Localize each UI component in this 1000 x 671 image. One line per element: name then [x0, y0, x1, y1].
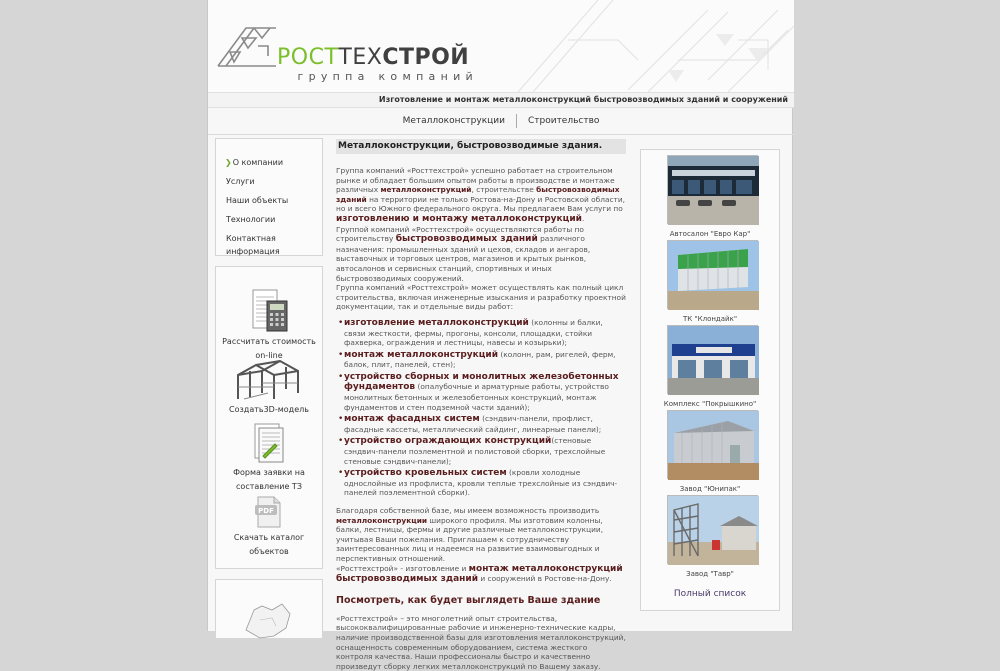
sidebar-item-label: Услуги: [226, 177, 255, 186]
sidebar-item-label: О компании: [232, 158, 284, 167]
list-item-text: (опалубочные и арматурные работы, устройство монолитных бетонных и железобетонных конструкций, монтаж фундаментов и стен подземной части зданий);: [344, 382, 609, 412]
list-item: [338, 372, 626, 412]
production-paragraph: [336, 506, 626, 564]
list-item-text: (сэндвич-панели, профлист, фасадные кассеты, металлический сайдинг, линеарные панели);: [344, 414, 602, 434]
tool-label-2: объектов: [249, 547, 289, 556]
sidebar-tools: [215, 266, 323, 569]
tool-request-form[interactable]: [216, 422, 322, 494]
list-item: [338, 468, 626, 498]
logo-green-part: РОСТ: [277, 45, 339, 70]
logo-wordmark[interactable]: [277, 47, 469, 69]
keyword-link[interactable]: монтаж металлоконструкций быстровозводимых зданий: [336, 563, 623, 585]
text-span: Группа компаний «Росттехстрой» успешно работает на строительном рынке и обладает большим опытом работы в производстве и монтаже различных: [336, 166, 615, 195]
left-sidebar: [215, 138, 323, 639]
sidebar-item-about[interactable]: [216, 156, 322, 175]
construction-paragraph: [336, 225, 626, 284]
car-showroom-image: [668, 156, 759, 225]
logo-bold-part: СТРОЙ: [382, 45, 470, 70]
project-photo-tavr[interactable]: [667, 495, 758, 564]
pdf-icon: [252, 495, 286, 529]
calculator-icon: [249, 287, 289, 333]
list-item-title[interactable]: устройство ограждающих конструкций: [344, 436, 552, 447]
project-photo-pokryshkino[interactable]: [667, 325, 758, 394]
logo-dark-part: ТЕХ: [338, 45, 383, 70]
text-span: «Росттехстрой» - изготовление и: [336, 563, 469, 573]
factory-unipak-image: [668, 411, 759, 480]
list-item: [338, 318, 626, 348]
header-decoration: [478, 0, 794, 92]
keyword-link[interactable]: быстровозводимых зданий: [336, 185, 620, 204]
text-span: Группой компаний «Росттехстрой» осуществляются работы по строительству: [336, 224, 584, 244]
list-item-title[interactable]: устройство сборных и монолитных железобетонных фундаментов: [344, 371, 619, 393]
sidebar-item-services[interactable]: [216, 175, 322, 194]
chevron-right-icon: ❯: [225, 158, 232, 167]
project-caption: Комплекс "Покрышкино": [663, 400, 757, 408]
logo-truss-icon: [216, 24, 278, 68]
frame-3d-icon: [234, 359, 304, 401]
nav-metal-structures[interactable]: Металлоконструкции: [402, 116, 505, 126]
form-document-icon: [249, 422, 289, 464]
keyword-link[interactable]: изготовлению и монтажу металлоконструкций: [336, 213, 582, 224]
project-photo-unipak[interactable]: [667, 410, 758, 479]
tool-label: Рассчитать стоимость: [222, 337, 316, 346]
list-item-title[interactable]: устройство кровельных систем: [344, 468, 507, 479]
list-item-title[interactable]: изготовление металлоконструкций: [344, 317, 529, 328]
top-navigation: [208, 108, 794, 135]
list-item-title[interactable]: монтаж металлоконструкций: [344, 349, 499, 360]
sidebar-item-objects[interactable]: [216, 194, 322, 213]
text-span: на территории не только Ростова-на-Дону и Ростовской области, но и всего Южного федерального округа. Мы предлагаем Вам услуги по: [336, 194, 625, 214]
preview-building-heading[interactable]: Посмотреть, как будет выглядеть Ваше здание: [336, 594, 601, 606]
list-item: [338, 350, 626, 370]
keyword-link[interactable]: металлоконструкции: [336, 515, 428, 525]
tool-calculate-cost[interactable]: [216, 287, 322, 363]
list-item: [338, 414, 626, 434]
text-span: , строительстве: [471, 185, 537, 195]
text-span: различного назначения: промышленных зданий и цехов, складов и ангаров, выставочных и торговых центров, магазинов и крытых рынков, автосалонов и сервисных станций, спортивных и иных быстровозводимых сооружений.: [336, 234, 591, 283]
list-item: [338, 436, 626, 466]
sidebar-item-contacts[interactable]: [216, 232, 322, 256]
text-span: Благодаря собственной базе, мы имеем возможность производить: [336, 506, 600, 515]
project-caption: Завод "Тавр": [686, 570, 734, 578]
site-header: [208, 0, 794, 92]
tool-label: Создать3D-модель: [229, 405, 309, 414]
list-item-text: (колонн, рам, ригелей, ферм, балок, плит, панелей, стен);: [344, 349, 616, 370]
tool-label-2: on-line: [255, 351, 283, 360]
experience-paragraph: «Росттехстрой» – это многолетний опыт строительства, высококвалифицированные рабочие и инженерно-технические кадры, наличие производственной базы для изготовления металлоконструкций, оснащенность современным оборудованием, система жесткого контроля качества. Наши профессионалы быстро и качественно произведут сборку легких металлоконструкций по Вашему заказу.: [336, 613, 626, 671]
right-sidebar: [640, 149, 780, 611]
project-caption: Автосалон "Евро Кар": [669, 230, 751, 238]
tool-label-2: составление ТЗ: [236, 482, 302, 491]
shopping-center-image: [668, 241, 759, 310]
project-photo-evrocar[interactable]: [667, 155, 758, 224]
keyword-link[interactable]: металлоконструкций: [380, 185, 472, 195]
services-list: [336, 318, 626, 498]
list-item-text: (кровли холодные однослойные из профлиста, кровли теплые трехслойные из сэндвич-панелей поэлементной сборки).: [344, 468, 618, 498]
service-station-image: [668, 326, 759, 395]
tool-label: Форма заявки на: [233, 468, 305, 477]
sidebar-item-technologies[interactable]: [216, 213, 322, 232]
project-photo-klondike[interactable]: [667, 240, 758, 309]
summary-paragraph: [336, 564, 626, 585]
tool-create-3d-model[interactable]: [216, 359, 322, 417]
main-content: [336, 139, 626, 671]
projects-gallery: [640, 149, 780, 611]
region-map-box[interactable]: [215, 579, 323, 639]
sidebar-item-label: Технологии: [226, 215, 276, 224]
tool-download-catalog[interactable]: [216, 495, 322, 559]
keyword-link[interactable]: быстровозводимых зданий: [395, 234, 538, 245]
sidebar-item-label: Наши объекты: [226, 196, 289, 205]
header-tagline: Изготовление и монтаж металлоконструкций быстровозводимых зданий и сооружений: [208, 92, 794, 108]
page-title: Металлоконструкции, быстровозводимые здания.: [336, 139, 626, 154]
region-map-icon: [216, 580, 322, 640]
text-span: и сооружений в Ростове-на-Дону.: [478, 574, 612, 584]
page-container: [207, 0, 793, 671]
list-item-text: (стеновые сэндвич-панели поэлементной и полистовой сборки, трехслойные стеновые сэндвич-панели);: [344, 436, 606, 466]
tool-label: Скачать каталог: [233, 533, 305, 542]
project-caption: ТК "Клондайк": [682, 315, 738, 323]
text-span: широкого профиля. Мы изготовим колонны, балки, лестницы, фермы и другие различные металлоконструкции, учитывая Ваши пожелания. Приглашаем к сотрудничеству заинтересованных лиц и надеемся на развитие взаимовыгодных и перспективных отношений.: [336, 515, 604, 563]
logo-subtitle: группа компаний: [297, 70, 478, 83]
full-list-link[interactable]: Полный список: [673, 589, 747, 599]
sidebar-item-label: Контактная информация: [226, 234, 280, 256]
services-intro: Группа компаний «Росттехстрой» может осуществлять как полный цикл строительства, включая инженерные изыскания и разработку проектной документации, так и отдельные виды работ:: [336, 283, 626, 312]
text-span: .: [581, 213, 585, 223]
nav-construction[interactable]: Строительство: [527, 116, 600, 126]
factory-tavr-image: [668, 496, 759, 565]
sidebar-menu: [215, 138, 323, 256]
intro-paragraph: [336, 166, 626, 225]
project-caption: Завод "Юнипак": [679, 485, 741, 493]
list-item-text: (колонны и балки, связи жесткости, фермы, прогоны, консоли, площадки, стойки фахверка, ограждения и лестницы, навесы и козырьки);: [344, 317, 603, 348]
list-item-title[interactable]: монтаж фасадных систем: [344, 414, 480, 425]
svg-text:PDF: PDF: [258, 507, 274, 515]
